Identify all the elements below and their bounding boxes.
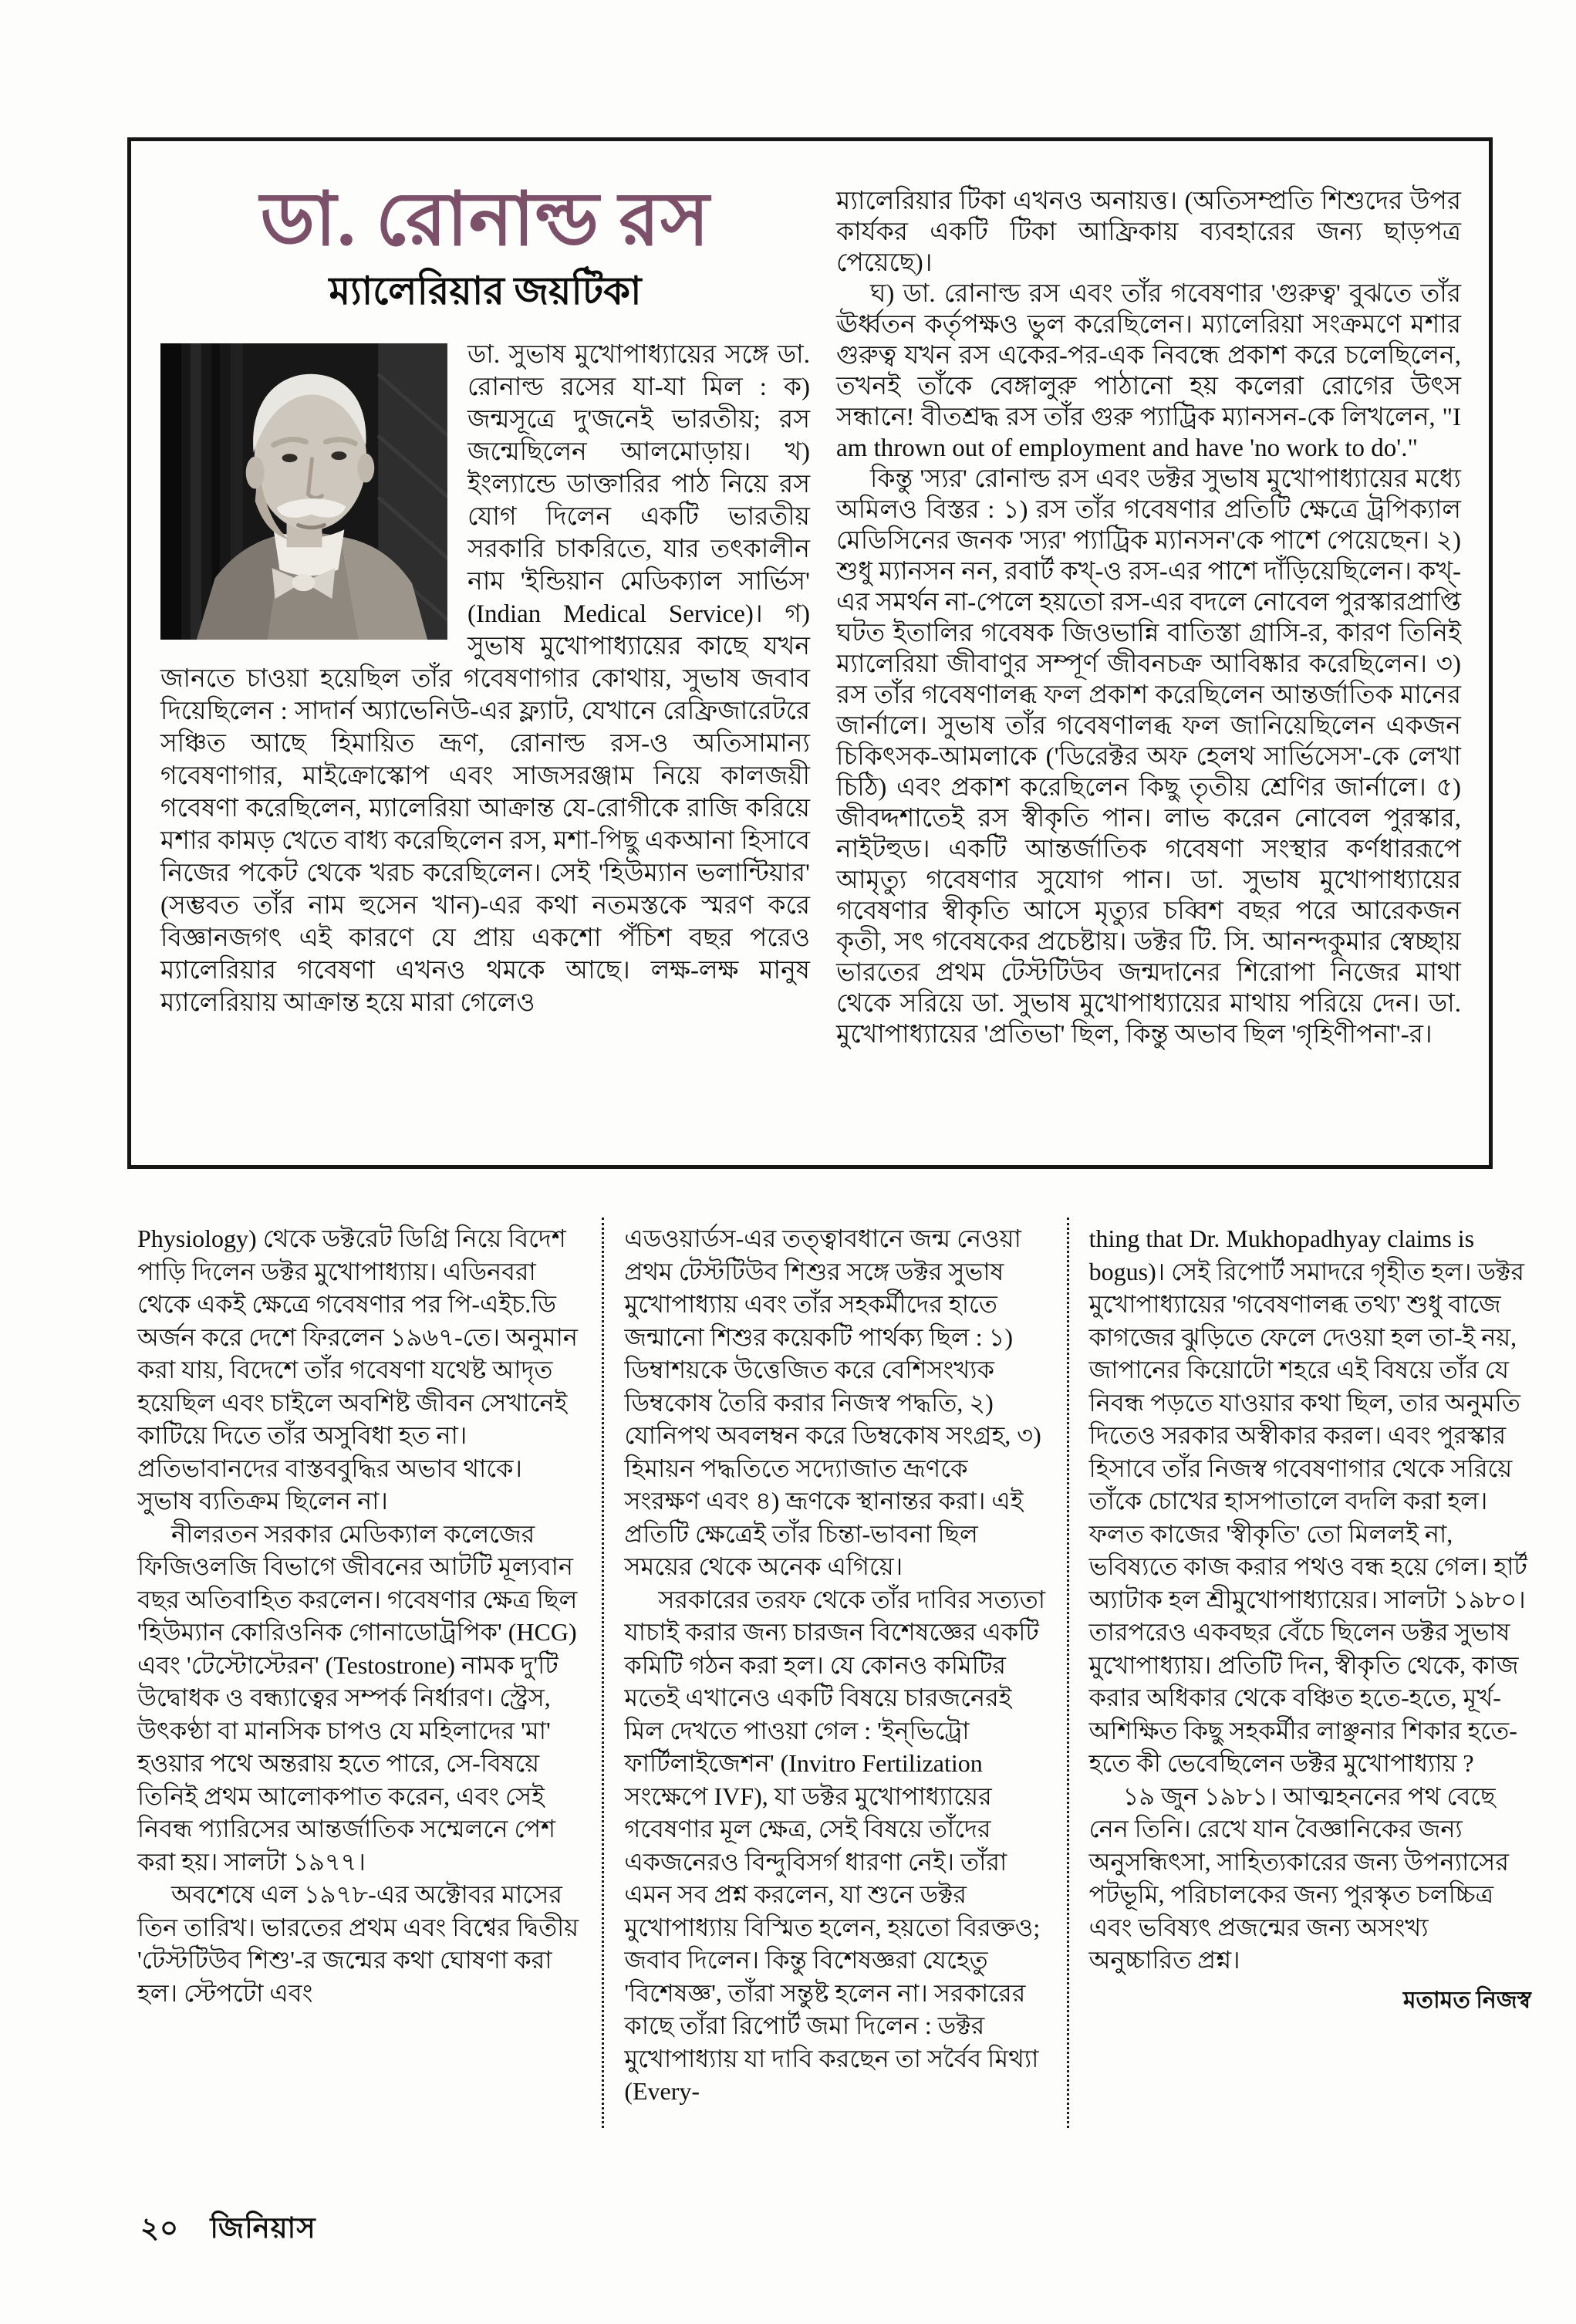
article-body: [137, 1218, 1531, 2128]
body-column-2: [602, 1218, 1066, 2128]
paragraph: সরকারের তরফ থেকে তাঁর দাবির সত্যতা যাচাই করার জন্য চারজন বিশেষজ্ঞের একটি কমিটি গঠন করা হল। যে কোনও কমিটির মতেই এখানেও একটি বিষয়ে চারজনেরই মিল দেখতে পাওয়া গেল : 'ইন্‌ভিট্রো ফার্টিলাইজেশন' (Invitro Fertilization সংক্ষেপে IVF), যা ডক্টর মুখোপাধ্যায়ের গবেষণার মূল ক্ষেত্র, সেই বিষয়ে তাঁদের একজনেরও বিন্দুবিসর্গ ধারণা নেই। তাঁরা এমন সব প্রশ্ন করলেন, যা শুনে ডক্টর মুখোপাধ্যায় বিস্মিত হলেন, হয়তো বিরক্তও; জবাব দিলেন। কিন্তু বিশেষজ্ঞরা যেহেতু 'বিশেষজ্ঞ', তাঁরা সন্তুষ্ট হলেন না। সরকারের কাছে তাঁরা রিপোর্ট জমা দিলেন : ডক্টর মুখোপাধ্যায় যা দাবি করছেন তা সর্বৈব মিথ্যা (Every-: [624, 1585, 1046, 2105]
paragraph: Physiology) থেকে ডক্টরেট ডিগ্রি নিয়ে বিদেশ পাড়ি দিলেন ডক্টর মুখোপাধ্যায়। এডিনবরা থেকে একই ক্ষেত্রে গবেষণার পর পি-এইচ.ডি অর্জন করে দেশে ফিরলেন ১৯৬৭-তে। অনুমান করা যায়, বিদেশে তাঁর গবেষণা যথেষ্ট আদৃত হয়েছিল এবং চাইলে অবশিষ্ট জীবন সেখানেই কাটিয়ে দিতে তাঁর অসুবিধা হত না। প্রতিভাবানদের বাস্তববুদ্ধির অভাব থাকে। সুভাষ ব্যতিক্রম ছিলেন না।: [137, 1224, 579, 1515]
paragraph: thing that Dr. Mukhopadhyay claims is bogus)। সেই রিপোর্ট সমাদরে গৃহীত হল। ডক্টর মুখোপাধ্যায়ের 'গবেষণালব্ধ তথ্য' শুধু বাজে কাগজের ঝুড়িতে ফেলে দেওয়া হল তা-ই নয়, জাপানের কিয়োটো শহরে এই বিষয়ে তাঁর যে নিবন্ধ পড়তে যাওয়ার কথা ছিল, তার অনুমতি দিতেও সরকার অস্বীকার করল। এবং পুরস্কার হিসাবে তাঁর নিজস্ব গবেষণাগার থেকে সরিয়ে তাঁকে চোখের হাসপাতালে বদলি করা হল। ফলত কাজের 'স্বীকৃতি' তো মিললই না, ভবিষ্যতে কাজ করার পথও বন্ধ হয়ে গেল। হার্ট অ্যাটাক হল শ্রীমুখোপাধ্যায়ের। সালটা ১৯৮০। তারপরেও একবছর বেঁচে ছিলেন ডক্টর সুভাষ মুখোপাধ্যায়। প্রতিটি দিন, স্বীকৃতি থেকে, কাজ করার অধিকার থেকে বঞ্চিত হতে-হতে, মূর্খ-অশিক্ষিত কিছু সহকর্মীর লাঞ্ছনার শিকার হতে-হতে কী ভেবেছিলেন ডক্টর মুখোপাধ্যায় ?: [1088, 1224, 1527, 1777]
paragraph: এডওয়ার্ডস-এর তত্ত্বাবধানে জন্ম নেওয়া প্রথম টেস্টটিউব শিশুর সঙ্গে ডক্টর সুভাষ মুখোপাধ্যায় এবং তাঁর সহকর্মীদের হাতে জন্মানো শিশুর কয়েকটি পার্থক্য ছিল : ১) ডিম্বাশয়কে উত্তেজিত করে বেশিসংখ্যক ডিম্বকোষ তৈরি করার নিজস্ব পদ্ধতি, ২) যোনিপথ অবলম্বন করে ডিম্বকোষ সংগ্রহ, ৩) হিমায়ন পদ্ধতিতে সদ্যোজাত ভ্রূণকে সংরক্ষণ এবং ৪) ভ্রূণকে স্থানান্তর করা। এই প্রতিটি ক্ষেত্রেই তাঁর চিন্তা-ভাবনা ছিল সময়ের থেকে অনেক এগিয়ে।: [624, 1224, 1041, 1580]
paragraph: ঘ) ডা. রোনাল্ড রস এবং তাঁর গবেষণার 'গুরুত্ব' বুঝতে তাঁর ঊর্ধ্বতন কর্তৃপক্ষও ভুল করেছিলেন। ম্যালেরিয়া সংক্রমণে মশার গুরুত্ব যখন রস একের-পর-এক নিবন্ধে প্রকাশ করে চলেছিলেন, তখনই তাঁকে বেঙ্গালুরু পাঠানো হয় কলেরা রোগের উৎস সন্ধানে! বীতশ্রদ্ধ রস তাঁর গুরু প্যাট্রিক ম্যানসন-কে লিখলেন, "I am thrown out of employment and have 'no work to do'.": [836, 280, 1461, 462]
paragraph: নীলরতন সরকার মেডিক্যাল কলেজের ফিজিওলজি বিভাগে জীবনের আটটি মূল্যবান বছর অতিবাহিত করলেন। গবেষণার ক্ষেত্র ছিল 'হিউম্যান কোরিওনিক গোনাডোট্রপিক' (HCG) এবং 'টেস্টোস্টেরন' (Testostrone) নামক দু'টি উদ্বোধক ও বন্ধ্যাত্বের সম্পর্ক নির্ধারণ। স্ট্রেস, উৎকণ্ঠা বা মানসিক চাপও যে মহিলাদের 'মা' হওয়ার পথে অন্তরায় হতে পারে, সে-বিষয়ে তিনিই প্রথম আলোকপাত করেন, এবং সেই নিবন্ধ প্যারিসের আন্তর্জাতিক সম্মেলনে পেশ করা হয়। সালটা ১৯৭৭।: [137, 1519, 578, 1876]
article-subtitle: ম্যালেরিয়ার জয়টিকা: [329, 269, 642, 312]
intro-beside-photo: ডা. সুভাষ মুখোপাধ্যায়ের সঙ্গে ডা. রোনাল্ড রসের যা-যা মিল : ক) জন্মসূত্রে দু'জনেই ভারতীয়; রস জন্মেছিলেন আলমোড়ায়। খ) ইংল্যান্ডে ডাক্তারির পাঠ নিয়ে রস যোগ দিলেন একটি ভারতীয় সরকারি চাকরিতে, যার তৎকালীন নাম 'ইন্ডিয়ান মেডিক্যাল: [467, 340, 810, 596]
page-number: ২০: [140, 2213, 180, 2245]
article-header-box: [127, 137, 1493, 1169]
portrait-illustration: [160, 343, 447, 640]
page-footer: [140, 2205, 316, 2254]
article-title: ডা. রোনাল্ড রস: [260, 178, 710, 261]
paragraph: কিন্তু 'স্যর' রোনাল্ড রস এবং ডক্টর সুভাষ মুখোপাধ্যায়ের মধ্যে অমিলও বিস্তর : ১) রস তাঁর গবেষণার প্রতিটি ক্ষেত্রে ট্রপিক্যাল মেডিসিনের জনক 'স্যর' প্যাট্রিক ম্যানসন'কে পাশে পেয়েছেন। ২) শুধু ম্যানসন নন, রবার্ট কখ্-ও রস-এর পাশে দাঁড়িয়েছিলেন। কখ্-এর সমর্থন না-পেলে হয়তো রস-এর বদলে নোবেল পুরস্কারপ্রাপ্তি ঘটত ইতালির গবেষক জিওভান্নি বাতিস্তা গ্রাসি-র, কারণ তিনিই ম্যালেরিয়া জীবাণুর সম্পূর্ণ জীবনচক্র আবিষ্কার করেছিলেন। ৩) রস তাঁর গবেষণালব্ধ ফল প্রকাশ করেছিলেন আন্তর্জাতিক মানের জার্নালে। সুভাষ তাঁর গবেষণালব্ধ ফল জানিয়েছিলেন একজন চিকিৎসক-আমলাকে ('ডিরেক্টর অফ হেলথ সার্ভিসেস'-কে লেখা চিঠি) এবং প্রকাশ করেছিলেন কিছু তৃতীয় শ্রেণির জার্নালে। ৫) জীবদ্দশাতেই রস স্বীকৃতি পান। লাভ করেন নোবেল পুরস্কার, নাইটহুড। একটি আন্তর্জাতিক গবেষণা সংস্থার কর্ণধাররূপে আমৃত্যু গবেষণার সুযোগ পান। ডা. সুভাষ মুখোপাধ্যায়ের গবেষণার স্বীকৃতি আসে মৃত্যুর চব্বিশ বছর পরে আরেকজন কৃতী, সৎ গবেষকের প্রচেষ্টায়। ডক্টর টি. সি. আনন্দকুমার স্বেচ্ছায় ভারতের প্রথম টেস্টটিউব জন্মদানের শিরোপা নিজের মাথা থেকে সরিয়ে ডা. সুভাষ মুখোপাধ্যায়ের মাথায় পরিয়ে দেন। ডা. মুখোপাধ্যায়ের 'প্রতিভা' ছিল, কিন্তু অভাব ছিল 'গৃহিণীপনা'-র।: [836, 465, 1461, 1049]
magazine-name: জিনিয়াস: [210, 2213, 316, 2245]
header-right-column: [836, 178, 1461, 1143]
paragraph: অবশেষে এল ১৯৭৮-এর অক্টোবর মাসের তিন তারিখ। ভারতের প্রথম এবং বিশ্বের দ্বিতীয় 'টেস্টটিউব শিশু'-র জন্মের কথা ঘোষণা করা হল। স্টেপটো এবং: [137, 1880, 579, 2007]
body-column-1: [137, 1218, 602, 2128]
paragraph: ম্যালেরিয়ার টিকা এখনও অনায়ত্ত। (অতিসম্প্রতি শিশুদের উপর কার্যকর একটি টিকা আফ্রিকায় ব্যবহারের জন্য ছাড়পত্র পেয়েছে)।: [836, 187, 1461, 277]
ronald-ross-photo: [160, 343, 447, 640]
intro-text-flow: [160, 339, 810, 1019]
paragraph: ১৯ জুন ১৯৮১। আত্মহননের পথ বেছে নেন তিনি। রেখে যান বৈজ্ঞানিকের জন্য অনুসন্ধিৎসা, সাহিত্যকারের জন্য উপন্যাসের পটভূমি, পরিচালকের জন্য পুরস্কৃত চলচ্চিত্র এবং ভবিষ্যৎ প্রজন্মের জন্য অসংখ্য অনুচ্চারিত প্রশ্ন।: [1088, 1782, 1509, 1974]
header-left-column: [160, 178, 810, 1143]
body-column-3: [1067, 1218, 1531, 2128]
intro-below-photo: সার্ভিস' (Indian Medical Service)। গ) সুভাষ মুখোপাধ্যায়ের কাছে যখন জানতে চাওয়া হয়েছিল তাঁর গবেষণাগার কোথায়, সুভাষ জবাব দিয়েছিলেন : সাদার্ন অ্যাভেনিউ-এর ফ্ল্যাট, যেখানে রেফ্রিজারেটরে সঞ্চিত আছে হিমায়িত ভ্রূণ, রোনাল্ড রস-ও অতিসামান্য গবেষণাগার, মাইক্রোস্কোপ এবং সাজসরঞ্জাম নিয়ে কালজয়ী গবেষণা করেছিলেন, ম্যালেরিয়া আক্রান্ত যে-রোগীকে রাজি করিয়ে মশার কামড় খেতে বাধ্য করেছিলেন রস, মশা-পিছু একআনা হিসাবে নিজের পকেট থেকে খরচ করেছিলেন। সেই 'হিউম্যান ভলান্টিয়ার' (সম্ভবত তাঁর নাম হুসেন খান)-এর কথা নতমস্তকে স্মরণ করে বিজ্ঞানজগৎ এই কারণে যে প্রায় একশো পঁচিশ বছর পরেও ম্যালেরিয়ার গবেষণা এখনও থমকে আছে। লক্ষ-লক্ষ মানুষ ম্যালেরিয়ায় আক্রান্ত হয়ে মারা গেলেও: [160, 567, 810, 1017]
opinion-attribution: মতামত নিজস্ব: [1402, 1987, 1531, 2013]
